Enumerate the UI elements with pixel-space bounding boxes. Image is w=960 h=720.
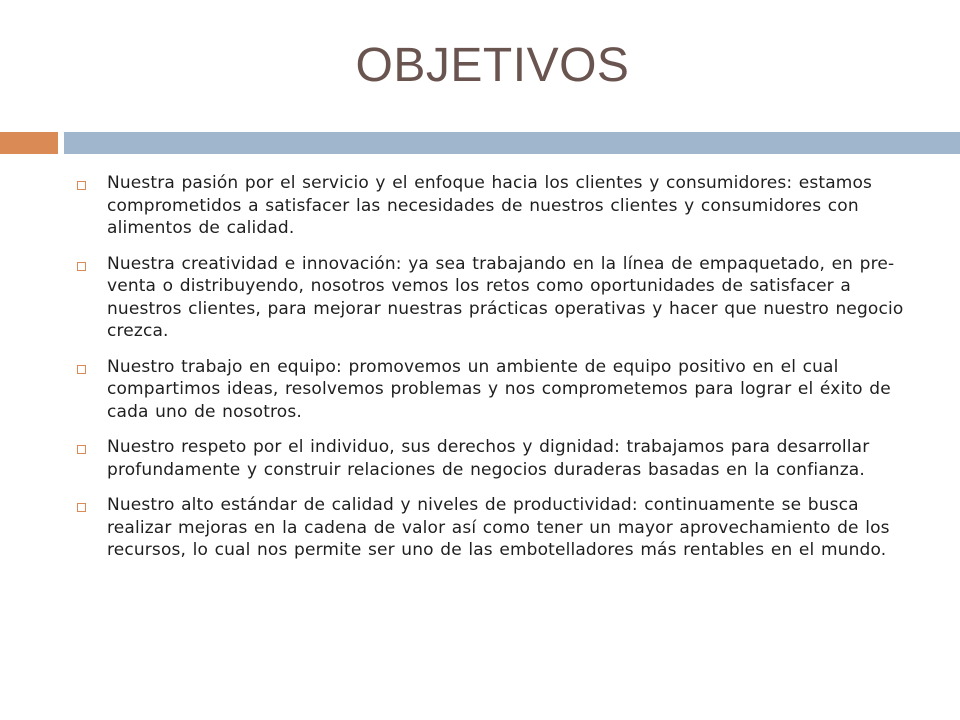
hollow-square-bullet-icon <box>77 503 86 512</box>
hollow-square-bullet-icon <box>77 181 86 190</box>
bullet-text: Nuestro trabajo en equipo: promovemos un ambiente de equipo positivo en el cual compartimos ideas, resolvemos problemas y nos comprometemos para lograr el éxito de cada uno de nosotros. <box>107 356 891 422</box>
list-item <box>74 253 914 343</box>
hollow-square-bullet-icon <box>77 262 86 271</box>
list-item <box>74 436 914 481</box>
bullet-text: Nuestra pasión por el servicio y el enfoque hacia los clientes y consumidores: estamos comprometidos a satisfacer las necesidades de nuestros clientes y consumidores con alimentos de calidad. <box>107 173 873 238</box>
hollow-square-bullet-icon <box>77 445 86 454</box>
list-item <box>74 494 914 562</box>
title-accent-bar-blue <box>64 132 960 154</box>
title-accent-bar-orange <box>0 132 58 154</box>
bullet-text: Nuestro alto estándar de calidad y niveles de productividad: continuamente se busca realizar mejoras en la cadena de valor así como tener un mayor aprovechamiento de los recursos, lo cual nos permite ser uno de las embotelladores más rentables en el mundo. <box>107 495 890 560</box>
hollow-square-bullet-icon <box>77 365 86 374</box>
list-item <box>74 172 914 240</box>
bullet-text: Nuestra creatividad e innovación: ya sea trabajando en la línea de empaquetado, en pre-venta o distribuyendo, nosotros vemos los retos como oportunidades de satisfacer a nuestros clientes, para mejorar nuestras prácticas operativas y hacer que nuestro negocio crezca. <box>107 253 904 341</box>
slide-title: OBJETIVOS <box>355 39 630 92</box>
bullet-list <box>74 172 914 575</box>
list-item <box>74 356 914 424</box>
bullet-text: Nuestro respeto por el individuo, sus derechos y dignidad: trabajamos para desarrollar profundamente y construir relaciones de negocios duraderas basadas en la confianza. <box>107 437 870 480</box>
